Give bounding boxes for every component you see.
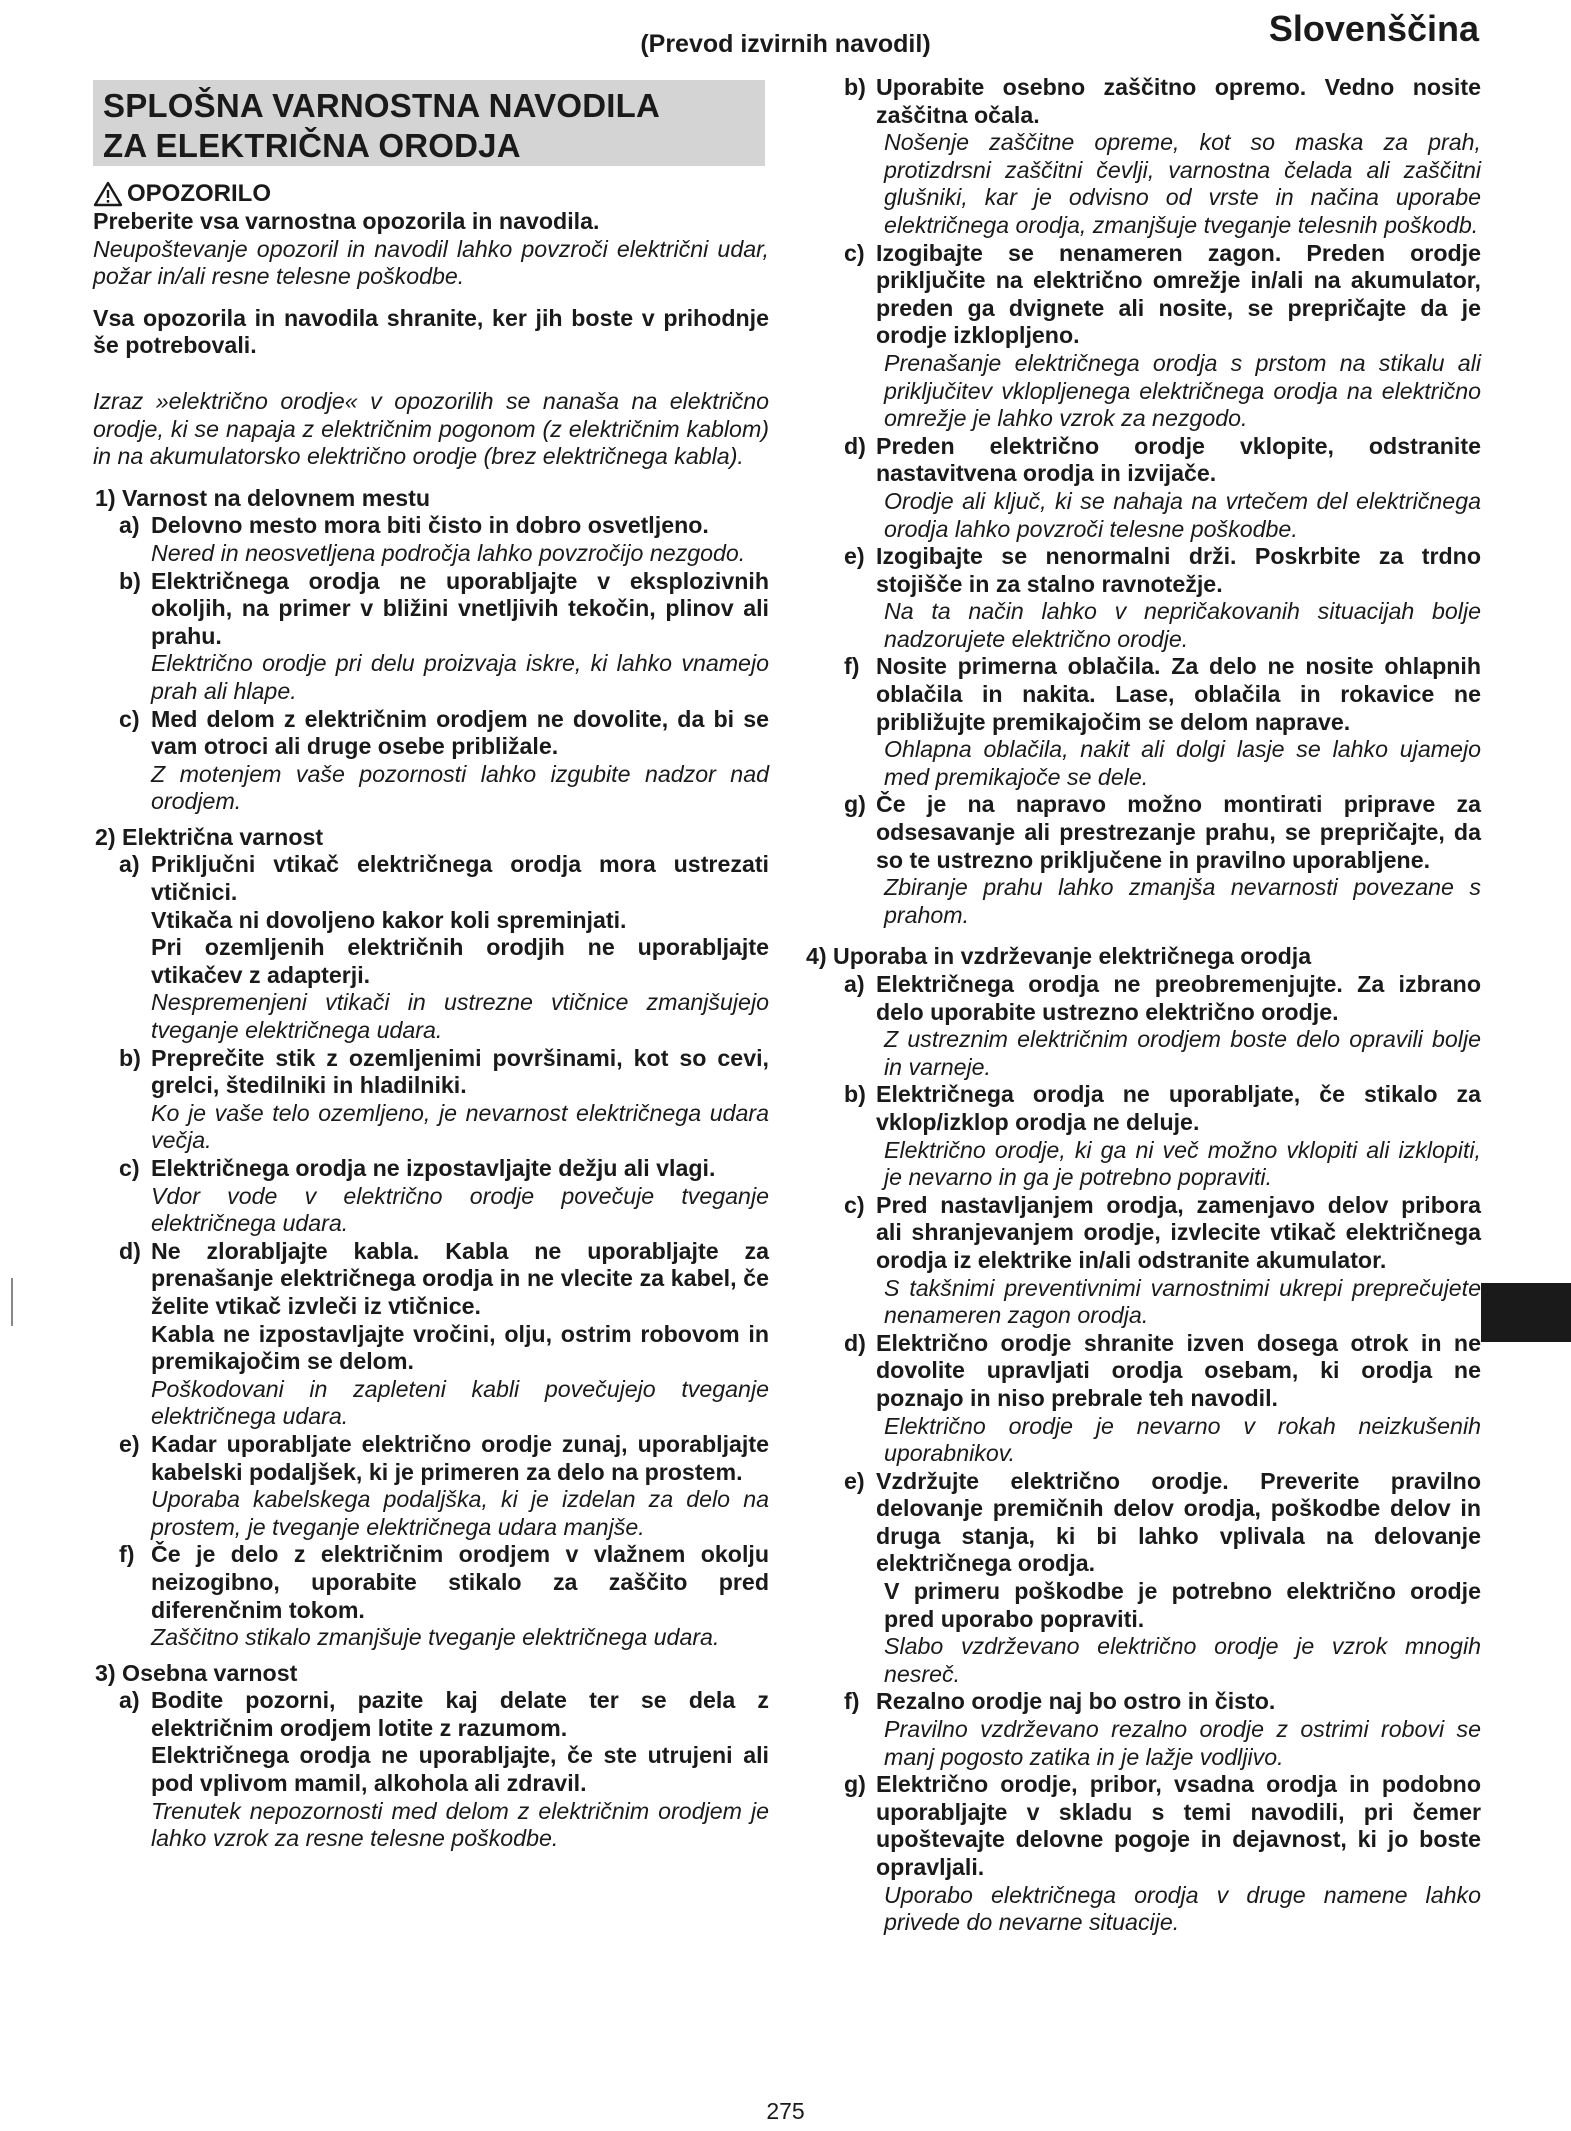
item-continuation: V primeru poškodbe je potrebno električno orodje pred uporabo popraviti.: [884, 1578, 1481, 1632]
item-note: Prenašanje električnega orodja s prstom na stikalu ali priključitev vklopljenega električnega orodja na električno omrežje je lahko vzrok za nezgodo.: [884, 349, 1481, 432]
item-note: Z ustreznim električnim orodjem boste delo opravili bolje in varneje.: [884, 1026, 1481, 1080]
list-item: a) Električnega orodja ne preobremenjujte. Za izbrano delo uporabite ustrezno električno orodje.: [844, 971, 1481, 1025]
list-item: e) Kadar uporabljate električno orodje zunaj, uporabljajte kabelski podaljšek, ki je primeren za delo na prostem.: [119, 1430, 769, 1485]
item-note: Poškodovani in zapleteni kabli povečujejo tveganje električnega udara.: [151, 1375, 769, 1430]
list-item: d) Električno orodje shranite izven dosega otrok in ne dovolite upravljati orodja osebam, ki orodja ne poznajo in niso prebrale teh navodil.: [844, 1329, 1481, 1411]
warning-term: Izraz »električno orodje« v opozorilih se nanaša na električno orodje, ki se napaja z električnim pogonom (z električnim kablom) in na akumulatorsko električno orodje (brez električnega kabla).: [93, 387, 769, 470]
list-item: d) Ne zlorabljajte kabla. Kabla ne uporabljajte za prenašanje električnega orodja in ne vlecite za kabel, če želite vtikač izvleči iz vtičnice.: [119, 1237, 769, 1319]
item-note: Ohlapna oblačila, nakit ali dolgi lasje se lahko ujamejo med premikajoče se dele.: [884, 736, 1481, 790]
title-line-1: SPLOŠNA VARNOSTNA NAVODILA: [103, 87, 661, 124]
item-note: Nošenje zaščitne opreme, kot so maska za prah, protizdrsni zaščitni čevlji, varnostna čelada ali zaščitni glušniki, kar je odvisno od vrste in načina uporabe električnega orodja, zmanjšuje tveganje telesnih poškodb.: [884, 129, 1481, 238]
section-1-title: 1) Varnost na delovnem mestu: [95, 484, 431, 511]
item-note: Zaščitno stikalo zmanjšuje tveganje električnega udara.: [151, 1624, 720, 1651]
list-item: g) Električno orodje, pribor, vsadna orodja in podobno uporabljajte v skladu s temi navodili, pri čemer upoštevajte delovne pogoje in dejavnost, ki jo boste opravljali.: [844, 1771, 1481, 1880]
item-continuation: Kabla ne izpostavljajte vročini, olju, ostrim robovom in premikajočim se delom.: [151, 1320, 769, 1375]
section-tab-marker: [1481, 1283, 1571, 1342]
list-item: c) Pred nastavljanjem orodja, zamenjavo delov pribora ali shranjevanjem orodje, izvlecite vtikač električnega orodja iz elektrike in/ali odstranite akumulator.: [844, 1191, 1481, 1273]
item-note: Nespremenjeni vtikači in ustrezne vtičnice zmanjšujejo tveganje električnega udara.: [151, 989, 769, 1044]
item-note: Pravilno vzdrževano rezalno orodje z ostrimi robovi se manj pogosto zatika in je lažje vodljivo.: [884, 1716, 1481, 1770]
item-continuation: Vtikača ni dovoljeno kakor koli spreminjati.: [151, 906, 627, 933]
warning-lead: Preberite vsa varnostna opozorila in navodila.: [93, 208, 600, 234]
list-item: e) Izogibajte se nenormalni drži. Poskrbite za trdno stojišče in za stalno ravnotežje.: [844, 543, 1481, 597]
warning-triangle-icon: [93, 181, 123, 207]
item-note: Uporabo električnega orodja v druge namene lahko privede do nevarne situacije.: [884, 1881, 1481, 1936]
edge-line: [11, 1278, 13, 1326]
item-continuation: Električnega orodja ne uporabljajte, če ste utrujeni ali pod vplivom mamil, alkohola ali zdravil.: [151, 1742, 769, 1797]
list-item: a) Bodite pozorni, pazite kaj delate ter se dela z električnim orodjem lotite z razumom.: [119, 1687, 769, 1741]
list-item: b) Uporabite osebno zaščitno opremo. Vedno nosite zaščitna očala.: [844, 74, 1481, 128]
page-number: 275: [766, 2098, 805, 2124]
list-item: g) Če je na napravo možno montirati priprave za odsesavanje ali prestrezanje prahu, se prepričajte, da so te ustrezno priključene in pravilno uporabljene.: [844, 791, 1481, 873]
list-item: e) Vzdržujte električno orodje. Preverite pravilno delovanje premičnih delov orodja, poškodbe delov in druga stanja, ki bi lahko vplivala na delovanje električnega orodja.: [844, 1467, 1481, 1577]
item-note: Z motenjem vaše pozornosti lahko izgubite nadzor nad orodjem.: [151, 760, 769, 815]
list-item: c) Izogibajte se nenameren zagon. Preden orodje priključite na električno omrežje in/ali na akumulator, preden ga dvignete ali nosite, se prepričajte da je orodje izklopljeno.: [844, 239, 1481, 349]
section-3-title: 3) Osebna varnost: [95, 1659, 298, 1686]
list-item: c) Električnega orodja ne izpostavljajte dežju ali vlagi.: [119, 1155, 716, 1181]
list-item: f) Če je delo z električnim orodjem v vlažnem okolju neizogibno, uporabite stikalo za zaščito pred diferenčnim tokom.: [119, 1541, 769, 1623]
item-note: Nered in neosvetljena področja lahko povzročijo nezgodo.: [151, 539, 746, 566]
item-note: Električno orodje je nevarno v rokah neizkušenih uporabnikov.: [884, 1412, 1481, 1467]
warning-label: OPOZORILO: [127, 180, 271, 207]
item-note: Na ta način lahko v nepričakovanih situacijah bolje nadzorujete električno orodje.: [884, 598, 1481, 652]
item-continuation: Pri ozemljenih električnih orodjih ne uporabljajte vtikačev z adapterji.: [151, 934, 769, 988]
item-note: Električno orodje pri delu proizvaja iskre, ki lahko vnamejo prah ali hlape.: [151, 650, 769, 704]
warning-keep: Vsa opozorila in navodila shranite, ker jih boste v prihodnje še potrebovali.: [93, 304, 769, 359]
language-label: Slovenščina: [1268, 8, 1479, 49]
item-note: S takšnimi preventivnimi varnostnimi ukrepi preprečujete nenameren zagon orodja.: [884, 1274, 1481, 1329]
list-item: a) Priključni vtikač električnega orodja mora ustrezati vtičnici.: [119, 851, 769, 906]
warning-heading: [93, 180, 769, 208]
item-note: Ko je vaše telo ozemljeno, je nevarnost električnega udara večja.: [151, 1099, 769, 1154]
list-item: d) Preden električno orodje vklopite, odstranite nastavitvena orodja in izvijače.: [844, 432, 1481, 487]
warning-lead-note: Neupoštevanje opozoril in navodil lahko povzroči električni udar, požar in/ali resne telesne poškodbe.: [93, 235, 769, 290]
document-subtitle: (Prevod izvirnih navodil): [640, 30, 931, 58]
section-4-title: 4) Uporaba in vzdrževanje električnega orodja: [806, 943, 1312, 970]
section-2-title: 2) Električna varnost: [95, 823, 324, 850]
item-note: Električno orodje, ki ga ni več možno vklopiti ali izklopiti, je nevarno in ga je potrebno popraviti.: [884, 1136, 1481, 1191]
list-item: a) Delovno mesto mora biti čisto in dobro osvetljeno.: [119, 512, 709, 539]
item-note: Vdor vode v električno orodje povečuje tveganje električnega udara.: [151, 1182, 769, 1237]
item-note: Trenutek nepozornosti med delom z električnim orodjem je lahko vzrok za resne telesne poškodbe.: [151, 1797, 769, 1852]
list-item: b) Električnega orodja ne uporabljajte v eksplozivnih okoljih, na primer v bližini vnetljivih tekočin, plinov ali prahu.: [119, 567, 769, 649]
item-note: Zbiranje prahu lahko zmanjša nevarnosti povezane s prahom.: [884, 874, 1481, 928]
list-item: b) Preprečite stik z ozemljenimi površinami, kot so cevi, grelci, štedilniki in hladilniki.: [119, 1044, 769, 1099]
right-column: [806, 74, 1481, 1937]
page-title: [93, 80, 765, 166]
item-note: Uporaba kabelskega podaljška, ki je izdelan za delo na prostem, je tveganje električnega udara manjše.: [151, 1486, 769, 1540]
item-note: Slabo vzdrževano električno orodje je vzrok mnogih nesreč.: [884, 1633, 1481, 1687]
list-item: f) Nosite primerna oblačila. Za delo ne nosite ohlapnih oblačila in nakita. Lase, oblačila in rokavice ne približujte premikajočim se delom naprave.: [844, 653, 1481, 735]
title-line-2: ZA ELEKTRIČNA ORODJA: [103, 127, 521, 164]
list-item: c) Med delom z električnim orodjem ne dovolite, da bi se vam otroci ali druge osebe približale.: [119, 705, 769, 760]
list-item: b) Električnega orodja ne uporabljate, če stikalo za vklop/izklop orodja ne deluje.: [844, 1081, 1481, 1135]
item-note: Orodje ali ključ, ki se nahaja na vrtečem del električnega orodja lahko povzroči telesne poškodbe.: [884, 487, 1481, 542]
list-item: f) Rezalno orodje naj bo ostro in čisto.: [844, 1688, 1276, 1715]
left-column: [93, 180, 769, 1853]
